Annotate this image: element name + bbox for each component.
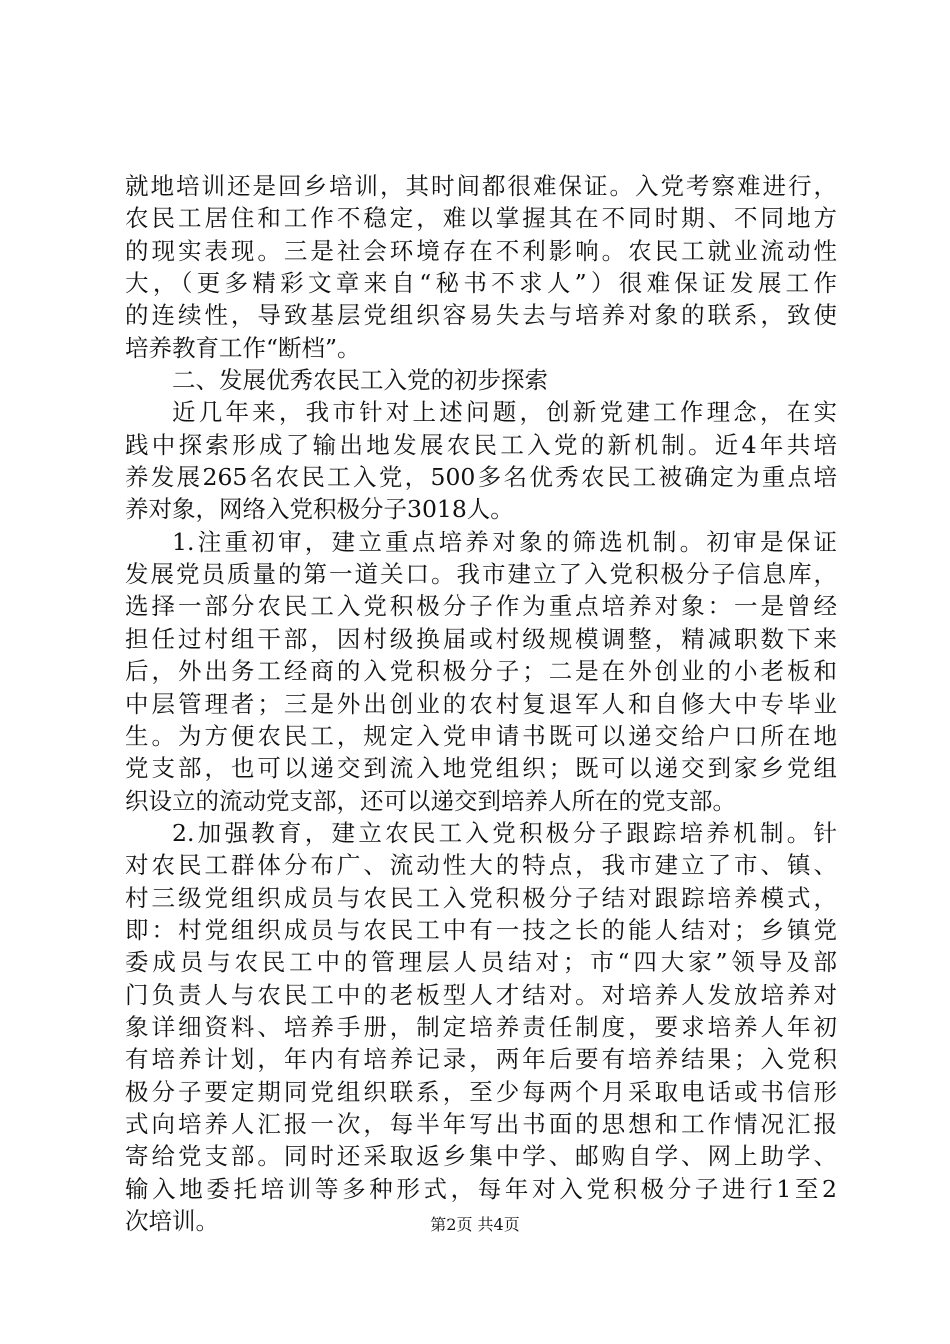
document-body <box>125 170 837 1237</box>
text-line: 委成员与农民工中的管理层人员结对；市“四大家”领导及部 <box>125 948 837 977</box>
paragraph-first-line: 近几年来，我市针对上述问题，创新党建工作理念，在实 <box>172 398 837 427</box>
paragraph-first-line: 1.注重初审，建立重点培养对象的筛选机制。初审是保证 <box>172 527 837 556</box>
text-line: 发展党员质量的第一道关口。我市建立了入党积极分子信息库， <box>125 560 837 589</box>
text-line: 培养教育工作“断档”。 <box>125 333 361 362</box>
text-line: 的现实表现。三是社会环境存在不利影响。农民工就业流动性 <box>125 236 837 265</box>
text-line: 输入地委托培训等多种形式，每年对入党积极分子进行1至2 <box>125 1174 837 1203</box>
text-line: 极分子要定期同党组织联系，至少每两个月采取电话或书信形 <box>125 1077 837 1106</box>
text-line: 寄给党支部。同时还采取返乡集中学、邮购自学、网上助学、 <box>125 1142 837 1171</box>
text-line: 党支部，也可以递交到流入地党组织；既可以递交到家乡党组 <box>125 754 837 783</box>
text-line: 象详细资料、培养手册，制定培养责任制度，要求培养人年初 <box>125 1012 837 1041</box>
text-line: 即：村党组织成员与农民工中有一技之长的能人结对；乡镇党 <box>125 915 837 944</box>
text-line: 大，（更多精彩文章来自“秘书不求人”）很难保证发展工作 <box>125 269 837 298</box>
text-line: 的连续性，导致基层党组织容易失去与培养对象的联系，致使 <box>125 301 837 330</box>
text-line: 担任过村组干部，因村级换届或村级规模调整，精减职数下来 <box>125 624 837 653</box>
text-line: 养发展265名农民工入党，500多名优秀农民工被确定为重点培 <box>125 463 837 492</box>
text-line: 织设立的流动党支部，还可以递交到培养人所在的党支部。 <box>125 786 736 815</box>
page-footer: 第2页 共4页 <box>430 1215 520 1234</box>
text-line: 后，外出务工经商的入党积极分子；二是在外创业的小老板和 <box>125 657 837 686</box>
paragraph-first-line: 2.加强教育，建立农民工入党积极分子跟踪培养机制。针 <box>172 818 837 847</box>
text-line: 践中探索形成了输出地发展农民工入党的新机制。近4年共培 <box>125 430 837 459</box>
text-line: 村三级党组织成员与农民工入党积极分子结对跟踪培养模式， <box>125 883 837 912</box>
paragraph-first-line: 二、发展优秀农民工入党的初步探索 <box>172 366 548 395</box>
text-line: 式向培养人汇报一次，每半年写出书面的思想和工作情况汇报 <box>125 1109 837 1138</box>
text-line: 养对象，网络入党积极分子3018人。 <box>125 495 514 524</box>
text-line: 对农民工群体分布广、流动性大的特点，我市建立了市、镇、 <box>125 851 837 880</box>
text-line: 生。为方便农民工，规定入党申请书既可以递交给户口所在地 <box>125 721 837 750</box>
text-line: 选择一部分农民工入党积极分子作为重点培养对象：一是曾经 <box>125 592 837 621</box>
text-line: 就地培训还是回乡培训，其时间都很难保证。入党考察难进行， <box>125 172 837 200</box>
text-line: 农民工居住和工作不稳定，难以掌握其在不同时期、不同地方 <box>125 204 837 233</box>
text-line: 中层管理者；三是外出创业的农村复退军人和自修大中专毕业 <box>125 689 837 718</box>
text-line: 门负责人与农民工中的老板型人才结对。对培养人发放培养对 <box>125 980 837 1009</box>
text-line: 次培训。 <box>125 1207 219 1235</box>
text-line: 有培养计划，年内有培养记录，两年后要有培养结果；入党积 <box>125 1045 837 1074</box>
